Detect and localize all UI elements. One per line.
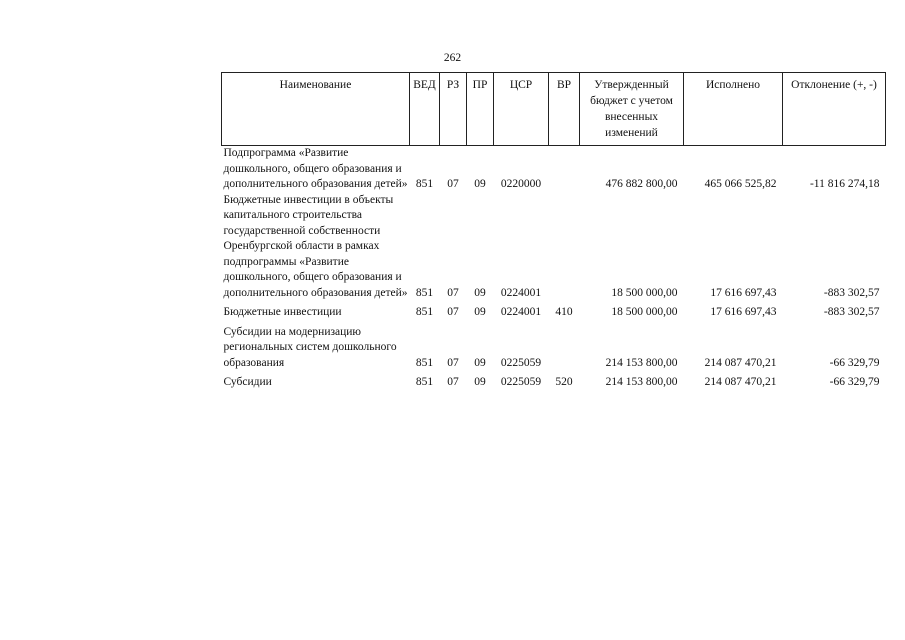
row-approved: 18 500 000,00 xyxy=(611,286,678,299)
table-row xyxy=(222,193,886,302)
header-approved: Утвержденный бюджет с учетом внесенных изменений xyxy=(580,73,684,146)
row-name: Бюджетные инвестиции в объекты капитального строительства государственной собственности Оренбургской области в рамках подпрограммы «Развитие дошкольного, общего образования и дополнительного образования детей» xyxy=(223,193,408,299)
table-row xyxy=(222,321,886,372)
row-ved: 851 xyxy=(415,376,434,388)
row-executed: 465 066 525,82 xyxy=(704,178,777,190)
row-pr: 09 xyxy=(474,356,486,369)
row-rz: 07 xyxy=(447,376,459,388)
row-pr: 09 xyxy=(474,306,486,318)
header-vr: ВР xyxy=(549,73,580,146)
row-vr: 520 xyxy=(555,376,573,388)
row-deviation: -66 329,79 xyxy=(829,376,880,388)
row-pr: 09 xyxy=(474,286,486,299)
row-vr xyxy=(549,321,580,372)
row-pr: 09 xyxy=(474,376,486,388)
header-name: Наименование xyxy=(222,73,410,146)
row-approved: 214 153 800,00 xyxy=(605,376,678,388)
row-name: Бюджетные инвестиции xyxy=(223,306,342,318)
row-vr xyxy=(549,193,580,302)
row-csr: 0224001 xyxy=(500,306,542,318)
table-row xyxy=(222,371,886,391)
row-name: Подпрограмма «Развитие дошкольного, общего образования и дополнительного образования детей» xyxy=(223,147,408,190)
row-csr: 0220000 xyxy=(500,178,542,190)
row-executed: 214 087 470,21 xyxy=(704,356,777,369)
row-deviation: -11 816 274,18 xyxy=(809,178,880,190)
row-approved: 214 153 800,00 xyxy=(605,356,678,369)
row-name: Субсидии xyxy=(223,376,272,388)
row-deviation: -883 302,57 xyxy=(823,286,880,299)
table-row xyxy=(222,146,886,193)
header-deviation: Отклонение (+, -) xyxy=(783,73,886,146)
row-name: Субсидии на модернизацию региональных систем дошкольного образования xyxy=(223,325,397,369)
header-rz: РЗ xyxy=(440,73,467,146)
row-ved: 851 xyxy=(415,306,434,318)
header-executed: Исполнено xyxy=(684,73,783,146)
row-csr: 0225059 xyxy=(500,376,542,388)
row-executed: 17 616 697,43 xyxy=(710,286,777,299)
row-ved: 851 xyxy=(415,356,434,369)
row-ved: 851 xyxy=(415,178,434,190)
row-approved: 18 500 000,00 xyxy=(611,306,678,318)
row-rz: 07 xyxy=(447,306,459,318)
row-rz: 07 xyxy=(447,178,459,190)
row-deviation: -66 329,79 xyxy=(829,356,880,369)
page-number: 262 xyxy=(443,52,462,64)
row-csr: 0225059 xyxy=(500,356,542,369)
row-ved: 851 xyxy=(415,286,434,299)
row-approved: 476 882 800,00 xyxy=(605,178,678,190)
table-row xyxy=(222,301,886,321)
table-header-row xyxy=(222,73,886,146)
row-pr: 09 xyxy=(474,178,486,190)
header-csr: ЦСР xyxy=(494,73,549,146)
header-pr: ПР xyxy=(467,73,494,146)
header-ved: ВЕД xyxy=(410,73,440,146)
row-deviation: -883 302,57 xyxy=(823,306,880,318)
budget-table xyxy=(221,72,886,391)
row-rz: 07 xyxy=(447,356,459,369)
row-executed: 214 087 470,21 xyxy=(704,376,777,388)
row-executed: 17 616 697,43 xyxy=(710,306,777,318)
row-rz: 07 xyxy=(447,286,459,299)
row-vr: 410 xyxy=(555,306,573,318)
row-vr xyxy=(549,146,580,193)
row-csr: 0224001 xyxy=(500,286,542,299)
